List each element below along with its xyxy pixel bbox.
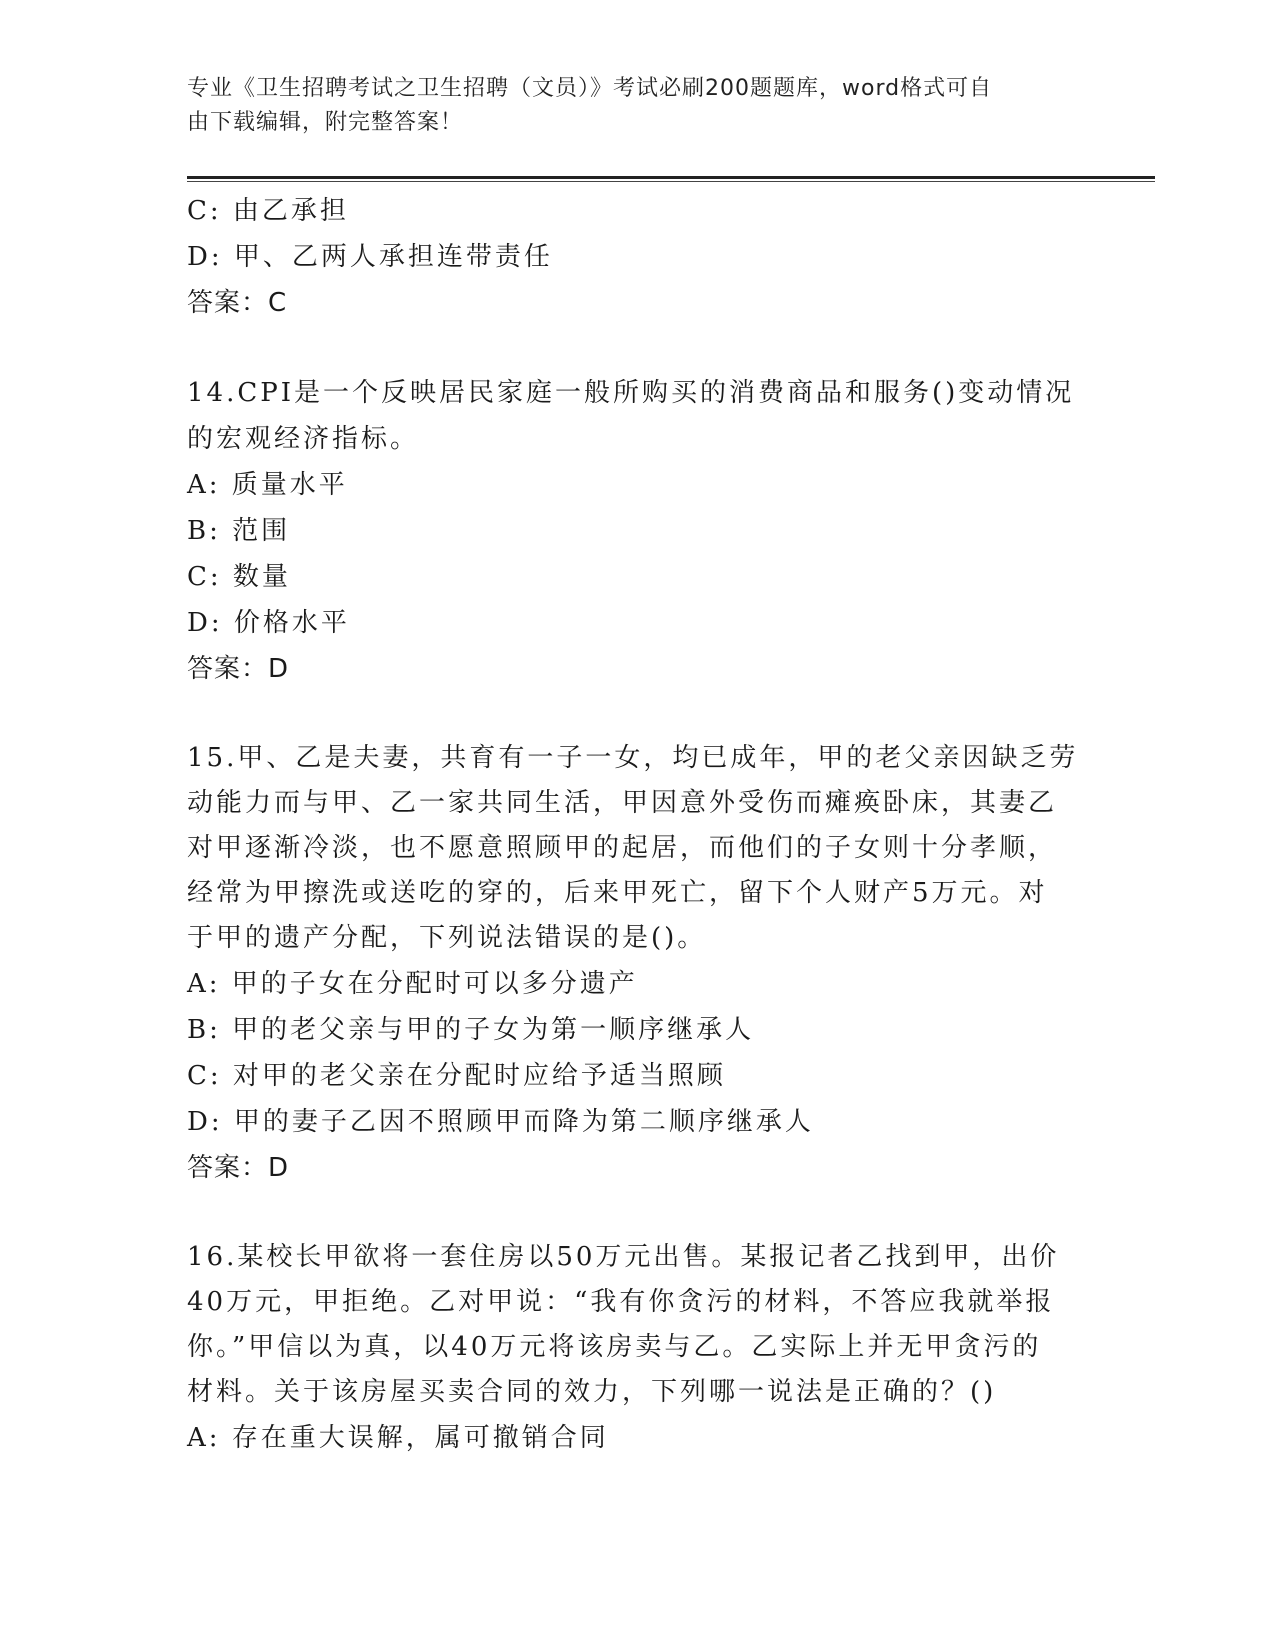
option-d: D: 价格水平 xyxy=(187,608,350,638)
spacer xyxy=(187,1191,1087,1235)
answer-text: 答案：C xyxy=(187,288,288,318)
question-stem-line: 15.甲、乙是夫妻，共育有一子一女，均已成年，甲的老父亲因缺乏劳 xyxy=(187,743,1079,773)
page-header xyxy=(187,72,1067,140)
question-13-continued xyxy=(187,188,1087,326)
header-line-1: 专业《卫生招聘考试之卫生招聘（文员）》考试必刷200题题库，word格式可自 xyxy=(187,76,993,101)
option-c: C: 数量 xyxy=(187,562,291,592)
question-stem-line: 动能力而与甲、乙一家共同生活，甲因意外受伤而瘫痪卧床，其妻乙 xyxy=(187,788,1058,818)
question-stem-line: 40万元，甲拒绝。乙对甲说：“我有你贪污的材料，不答应我就举报 xyxy=(187,1287,1055,1317)
header-rule-thick xyxy=(187,176,1155,179)
option-c: C: 由乙承担 xyxy=(187,196,349,226)
option-b: B: 范围 xyxy=(187,516,291,546)
option-d: D: 甲的妻子乙因不照顾甲而降为第二顺序继承人 xyxy=(187,1107,814,1137)
question-stem-line: 于甲的遗产分配，下列说法错误的是()。 xyxy=(187,923,707,953)
question-stem-line: 14.CPI是一个反映居民家庭一般所购买的消费商品和服务()变动情况 xyxy=(187,378,1075,408)
question-content xyxy=(187,188,1087,1461)
question-14 xyxy=(187,370,1087,692)
header-line-2: 由下载编辑，附完整答案！ xyxy=(187,110,464,135)
spacer xyxy=(187,692,1087,736)
option-a: A: 存在重大误解，属可撤销合同 xyxy=(187,1423,609,1453)
question-stem-line: 的宏观经济指标。 xyxy=(187,424,420,454)
spacer xyxy=(187,326,1087,370)
option-a: A: 质量水平 xyxy=(187,470,348,500)
header-rule-thin xyxy=(187,181,1155,182)
question-stem-line: 经常为甲擦洗或送吃的穿的，后来甲死亡，留下个人财产5万元。对 xyxy=(187,878,1048,908)
option-d: D: 甲、乙两人承担连带责任 xyxy=(187,242,553,272)
option-c: C: 对甲的老父亲在分配时应给予适当照顾 xyxy=(187,1061,726,1091)
question-stem-line: 材料。关于该房屋买卖合同的效力，下列哪一说法是正确的？() xyxy=(187,1377,997,1407)
question-stem-line: 你。”甲信以为真，以40万元将该房卖与乙。乙实际上并无甲贪污的 xyxy=(187,1332,1042,1362)
option-a: A: 甲的子女在分配时可以多分遗产 xyxy=(187,969,638,999)
answer-text: 答案：D xyxy=(187,654,290,684)
answer-text: 答案：D xyxy=(187,1153,290,1183)
question-stem-line: 对甲逐渐冷淡，也不愿意照顾甲的起居，而他们的子女则十分孝顺， xyxy=(187,833,1058,863)
question-stem-line: 16.某校长甲欲将一套住房以50万元出售。某报记者乙找到甲，出价 xyxy=(187,1242,1060,1272)
question-15 xyxy=(187,736,1087,1191)
question-16 xyxy=(187,1235,1087,1461)
option-b: B: 甲的老父亲与甲的子女为第一顺序继承人 xyxy=(187,1015,755,1045)
